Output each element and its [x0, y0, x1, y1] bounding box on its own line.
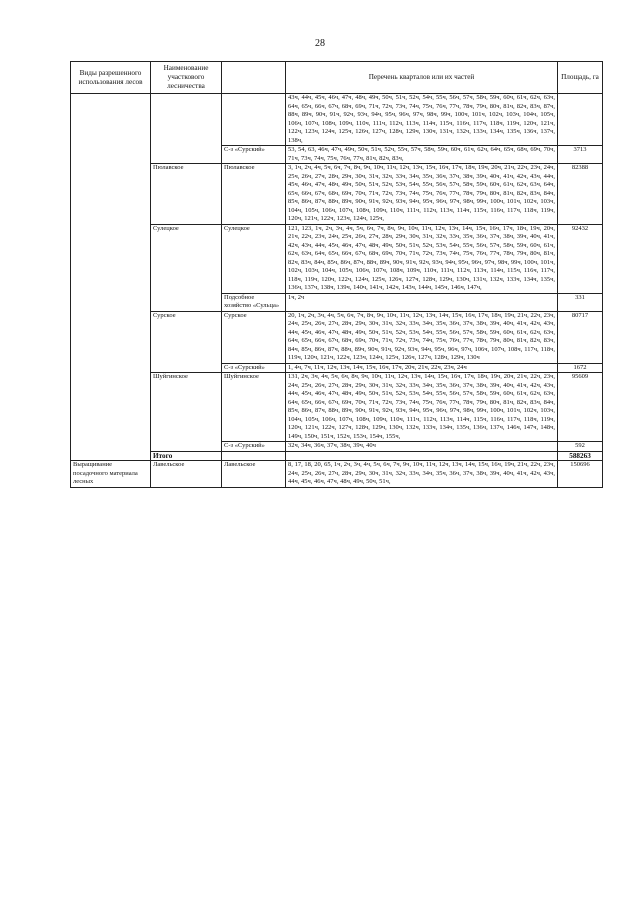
subdistrict-cell: Шуйгинское [222, 373, 286, 442]
district-cell: Сулецкое [151, 224, 222, 311]
header-area: Площадь, га [558, 62, 603, 94]
quarters-cell: 43ч, 44ч, 45ч, 46ч, 47ч, 48ч, 49ч, 50ч, 51ч, 52ч, 54ч, 55ч, 56ч, 57ч, 58ч, 59ч, 60ч, 61ч, 62ч, 63ч, 64ч, 65ч, 66ч, 67ч, 68ч, 69ч, 71ч, 72ч, 73ч, 74ч, 75ч, 76ч, 77ч, 78ч, 79ч, 80ч, 81ч, 82ч, 83ч, 87ч, 88ч, 89ч, 90ч, 91ч, 92ч, 93ч, 94ч, 95ч, 96ч, 97ч, 98ч, 99ч, 100ч, 101ч, 102ч, 103ч, 104ч, 105ч, 106ч, 107ч, 108ч, 109ч, 110ч, 111ч, 112ч, 113ч, 114ч, 115ч, 116ч, 117ч, 118ч, 119ч, 120ч, 121ч, 122ч, 123ч, 124ч, 125ч, 126ч, 127ч, 128ч, 129ч, 130ч, 131ч, 132ч, 133ч, 134ч, 135ч, 136ч, 137ч, 138ч, [286, 94, 558, 146]
area-cell: 1672 [558, 363, 603, 373]
quarters-cell: 20, 1ч, 2ч, 3ч, 4ч, 5ч, 6ч, 7ч, 8ч, 9ч, 10ч, 11ч, 12ч, 13ч, 14ч, 15ч, 16ч, 17ч, 18ч, 19ч, 21ч, 22ч, 23ч, 24ч, 25ч, 26ч, 27ч, 28ч, 29ч, 30ч, 31ч, 32ч, 33ч, 34ч, 35ч, 36ч, 37ч, 38ч, 39ч, 40ч, 41ч, 42ч, 43ч, 44ч, 45ч, 46ч, 47ч, 48ч, 49ч, 50ч, 51ч, 52ч, 53ч, 54ч, 55ч, 56ч, 57ч, 58ч, 59ч, 60ч, 61ч, 62ч, 63ч, 64ч, 65ч, 66ч, 67ч, 68ч, 69ч, 70ч, 71ч, 72ч, 73ч, 74ч, 75ч, 76ч, 77ч, 78ч, 79ч, 80ч, 81ч, 82ч, 83ч, 84ч, 85ч, 86ч, 87ч, 88ч, 89ч, 90ч, 91ч, 92ч, 93ч, 94ч, 95ч, 96ч, 97ч, 106ч, 107ч, 108ч, 117ч, 118ч, 119ч, 120ч, 121ч, 122ч, 123ч, 124ч, 125ч, 126ч, 127ч, 128ч, 129ч, 130ч [286, 311, 558, 363]
use-type-cell: Выращивание посадочного материала лесных [71, 461, 151, 488]
table-row [71, 461, 603, 488]
quarters-cell: 53, 54, 63, 46ч, 47ч, 49ч, 50ч, 51ч, 52ч, 55ч, 57ч, 58ч, 59ч, 60ч, 61ч, 62ч, 64ч, 65ч, 68ч, 69ч, 70ч, 71ч, 73ч, 74ч, 75ч, 76ч, 77ч, 81ч, 82ч, 83ч, [286, 146, 558, 164]
area-cell: 82388 [558, 164, 603, 225]
header-use-type: Виды разрешенного использования лесов [71, 62, 151, 94]
table-row [71, 311, 603, 363]
header-quarters: Перечень кварталов или их частей [286, 62, 558, 94]
quarters-cell: 131, 2ч, 3ч, 4ч, 5ч, 6ч, 8ч, 9ч, 10ч, 11ч, 12ч, 13ч, 14ч, 15ч, 16ч, 17ч, 18ч, 19ч, 20ч, 21ч, 22ч, 23ч, 24ч, 25ч, 26ч, 27ч, 28ч, 29ч, 30ч, 31ч, 32ч, 33ч, 34ч, 35ч, 36ч, 37ч, 38ч, 39ч, 40ч, 41ч, 42ч, 43ч, 44ч, 45ч, 46ч, 47ч, 48ч, 49ч, 50ч, 51ч, 52ч, 53ч, 54ч, 55ч, 56ч, 57ч, 58ч, 59ч, 60ч, 61ч, 62ч, 63ч, 64ч, 65ч, 66ч, 67ч, 69ч, 70ч, 71ч, 72ч, 73ч, 74ч, 75ч, 76ч, 77ч, 78ч, 79ч, 80ч, 81ч, 82ч, 83ч, 84ч, 85ч, 86ч, 87ч, 88ч, 89ч, 90ч, 91ч, 92ч, 93ч, 94ч, 95ч, 96ч, 97ч, 98ч, 99ч, 100ч, 101ч, 102ч, 103ч, 104ч, 105ч, 106ч, 107ч, 108ч, 109ч, 110ч, 111ч, 112ч, 113ч, 114ч, 115ч, 116ч, 117ч, 118ч, 119ч, 120ч, 121ч, 122ч, 127ч, 128ч, 129ч, 130ч, 132ч, 133ч, 134ч, 135ч, 136ч, 137ч, 146ч, 147ч, 148ч, 149ч, 150ч, 151ч, 152ч, 153ч, 154ч, 155ч, [286, 373, 558, 442]
use-type-cell [71, 94, 151, 461]
subdistrict-cell: С-з «Сурский» [222, 146, 286, 164]
total-area: 588263 [558, 451, 603, 461]
quarters-cell: 3, 1ч, 2ч, 4ч, 5ч, 6ч, 7ч, 8ч, 9ч, 10ч, 11ч, 12ч, 13ч, 15ч, 16ч, 17ч, 18ч, 19ч, 20ч, 21ч, 22ч, 23ч, 24ч, 25ч, 26ч, 27ч, 28ч, 29ч, 30ч, 31ч, 32ч, 33ч, 34ч, 35ч, 36ч, 37ч, 38ч, 39ч, 40ч, 41ч, 42ч, 43ч, 44ч, 45ч, 46ч, 47ч, 48ч, 49ч, 50ч, 51ч, 52ч, 53ч, 54ч, 55ч, 56ч, 57ч, 58ч, 59ч, 60ч, 61ч, 62ч, 63ч, 64ч, 65ч, 66ч, 67ч, 68ч, 69ч, 70ч, 71ч, 72ч, 73ч, 74ч, 75ч, 76ч, 77ч, 78ч, 79ч, 80ч, 81ч, 82ч, 83ч, 84ч, 85ч, 86ч, 87ч, 88ч, 89ч, 90ч, 91ч, 92ч, 93ч, 94ч, 95ч, 96ч, 97ч, 98ч, 99ч, 100ч, 101ч, 102ч, 103ч, 104ч, 105ч, 106ч, 107ч, 108ч, 109ч, 110ч, 111ч, 112ч, 113ч, 114ч, 115ч, 116ч, 117ч, 118ч, 119ч, 120ч, 121ч, 122ч, 123ч, 124ч, 125ч, [286, 164, 558, 225]
quarters-cell: 1, 4ч, 7ч, 11ч, 12ч, 13ч, 14ч, 15ч, 16ч, 17ч, 20ч, 21ч, 22ч, 23ч, 24ч [286, 363, 558, 373]
subdistrict-cell: С-з «Сурский» [222, 363, 286, 373]
district-cell: Лавельское [151, 461, 222, 488]
total-empty-cell [286, 451, 558, 461]
area-cell: 3713 [558, 146, 603, 164]
table-header-row [71, 62, 603, 94]
district-cell: Сурское [151, 311, 222, 373]
table-row [71, 94, 603, 146]
quarters-cell: 1ч, 2ч [286, 293, 558, 311]
area-cell: 92432 [558, 224, 603, 293]
subdistrict-cell: Подсобное хозяйство «Сульца» [222, 293, 286, 311]
district-cell: Шуйгинское [151, 373, 222, 452]
area-cell: 150696 [558, 461, 603, 488]
table-row [71, 224, 603, 293]
subdistrict-cell: Пюлавское [222, 164, 286, 225]
subdistrict-cell: Сурское [222, 311, 286, 363]
quarters-cell: 121, 123, 1ч, 2ч, 3ч, 4ч, 5ч, 6ч, 7ч, 8ч, 9ч, 10ч, 11ч, 12ч, 13ч, 14ч, 15ч, 16ч, 17ч, 18ч, 19ч, 20ч, 21ч, 22ч, 23ч, 24ч, 25ч, 26ч, 27ч, 28ч, 29ч, 30ч, 31ч, 32ч, 33ч, 35ч, 36ч, 37ч, 38ч, 39ч, 40ч, 41ч, 42ч, 43ч, 44ч, 45ч, 46ч, 47ч, 48ч, 49ч, 50ч, 51ч, 52ч, 53ч, 54ч, 55ч, 56ч, 57ч, 58ч, 59ч, 60ч, 61ч, 62ч, 63ч, 64ч, 65ч, 66ч, 67ч, 68ч, 69ч, 70ч, 71ч, 72ч, 73ч, 74ч, 75ч, 76ч, 77ч, 78ч, 79ч, 80ч, 81ч, 82ч, 83ч, 84ч, 85ч, 86ч, 87ч, 88ч, 89ч, 90ч, 91ч, 92ч, 93ч, 94ч, 95ч, 96ч, 97ч, 98ч, 99ч, 100ч, 101ч, 102ч, 103ч, 104ч, 105ч, 106ч, 107ч, 108ч, 109ч, 110ч, 111ч, 112ч, 113ч, 114ч, 115ч, 116ч, 117ч, 118ч, 119ч, 120ч, 122ч, 124ч, 125ч, 126ч, 127ч, 128ч, 129ч, 130ч, 131ч, 132ч, 133ч, 134ч, 135ч, 136ч, 137ч, 138ч, 139ч, 140ч, 141ч, 142ч, 143ч, 144ч, 145ч, 146ч, 147ч, [286, 224, 558, 293]
district-cell: Пюлавское [151, 164, 222, 225]
area-cell: 80717 [558, 311, 603, 363]
subdistrict-cell: С-з «Сурский» [222, 442, 286, 452]
total-empty-cell [222, 451, 286, 461]
district-cell [151, 94, 222, 164]
table-row [71, 164, 603, 225]
header-district: Наименование участкового лесничества [151, 62, 222, 94]
subdistrict-cell [222, 94, 286, 146]
table-row [71, 373, 603, 442]
subdistrict-cell: Сулецкое [222, 224, 286, 293]
subdistrict-cell: Лавельское [222, 461, 286, 488]
forest-quarters-table [70, 61, 603, 488]
area-cell [558, 94, 603, 146]
quarters-cell: 8, 17, 18, 20, 65, 1ч, 2ч, 3ч, 4ч, 5ч, 6ч, 7ч, 9ч, 10ч, 11ч, 12ч, 13ч, 14ч, 15ч, 16ч, 19ч, 21ч, 22ч, 23ч, 24ч, 25ч, 26ч, 27ч, 28ч, 29ч, 30ч, 31ч, 32ч, 33ч, 34ч, 35ч, 36ч, 37ч, 38ч, 39ч, 40ч, 41ч, 42ч, 43ч, 44ч, 45ч, 46ч, 47ч, 48ч, 49ч, 50ч, 51ч, [286, 461, 558, 488]
page-number: 28 [315, 38, 325, 49]
area-cell: 95609 [558, 373, 603, 442]
area-cell: 592 [558, 442, 603, 452]
header-subdistrict [222, 62, 286, 94]
total-label: Итого [151, 451, 222, 461]
quarters-cell: 32ч, 34ч, 36ч, 37ч, 38ч, 39ч, 40ч [286, 442, 558, 452]
total-row [71, 451, 603, 461]
area-cell: 331 [558, 293, 603, 311]
